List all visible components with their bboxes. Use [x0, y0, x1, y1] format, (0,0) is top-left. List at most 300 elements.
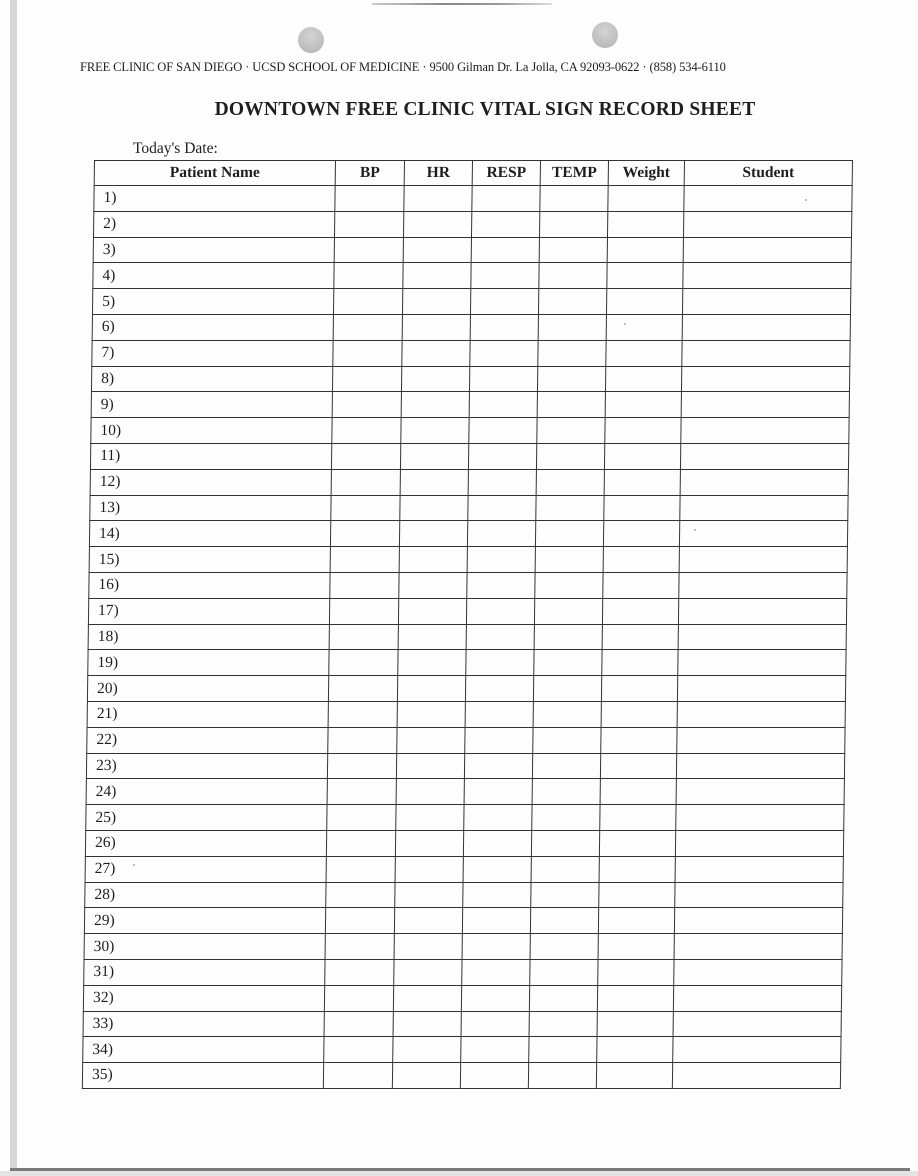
- bp-cell[interactable]: [326, 856, 395, 882]
- patient-name-cell[interactable]: 5): [92, 289, 333, 315]
- student-cell[interactable]: [677, 727, 845, 753]
- temp-cell[interactable]: [537, 366, 605, 392]
- bp-cell[interactable]: [329, 650, 398, 676]
- hr-cell[interactable]: [403, 263, 471, 289]
- bp-cell[interactable]: [328, 727, 397, 753]
- patient-name-cell[interactable]: 12): [90, 469, 331, 495]
- table-body: [82, 186, 852, 1089]
- student-cell[interactable]: [677, 676, 845, 702]
- resp-cell[interactable]: [467, 572, 535, 598]
- temp-cell[interactable]: [535, 547, 603, 573]
- patient-name-cell[interactable]: 6): [92, 314, 333, 340]
- resp-cell[interactable]: [467, 521, 535, 547]
- patient-name-cell[interactable]: 33): [83, 1011, 324, 1037]
- hr-cell[interactable]: [396, 753, 464, 779]
- student-cell[interactable]: [681, 366, 849, 392]
- clinic-address-header: FREE CLINIC OF SAN DIEGO · UCSD SCHOOL OF MEDICINE · 9500 Gilman Dr. La Jolla, CA 92093-0622 · (858) 534-6110: [80, 60, 726, 74]
- student-cell[interactable]: [681, 418, 849, 444]
- bp-cell[interactable]: [331, 443, 400, 469]
- table-row: [84, 934, 842, 960]
- patient-name-cell[interactable]: 26): [85, 830, 326, 856]
- bp-cell[interactable]: [335, 186, 404, 212]
- student-cell[interactable]: [679, 572, 847, 598]
- temp-cell[interactable]: [529, 1037, 597, 1063]
- hr-cell[interactable]: [399, 521, 467, 547]
- temp-cell[interactable]: [531, 856, 599, 882]
- resp-cell[interactable]: [471, 237, 539, 263]
- patient-name-cell[interactable]: 7): [92, 340, 333, 366]
- bp-cell[interactable]: [331, 469, 400, 495]
- table-row: [85, 882, 843, 908]
- bp-cell[interactable]: [333, 340, 402, 366]
- table-row: [88, 624, 846, 650]
- patient-name-cell[interactable]: 16): [89, 572, 330, 598]
- weight-cell[interactable]: [602, 598, 678, 624]
- weight-cell[interactable]: [602, 650, 678, 676]
- table-row: [89, 521, 847, 547]
- hr-cell[interactable]: [401, 392, 469, 418]
- hr-cell[interactable]: [399, 572, 467, 598]
- weight-cell[interactable]: [596, 1063, 672, 1089]
- temp-cell[interactable]: [538, 289, 606, 315]
- bp-cell[interactable]: [332, 392, 401, 418]
- hr-cell[interactable]: [400, 443, 468, 469]
- patient-name-cell[interactable]: 11): [90, 443, 331, 469]
- bp-cell[interactable]: [327, 779, 396, 805]
- bp-cell[interactable]: [329, 624, 398, 650]
- bp-cell[interactable]: [325, 908, 394, 934]
- table-row: [92, 314, 850, 340]
- resp-cell[interactable]: [469, 418, 537, 444]
- temp-cell[interactable]: [538, 340, 606, 366]
- table-row: [83, 1037, 841, 1063]
- table-row: [86, 779, 844, 805]
- resp-cell[interactable]: [468, 495, 536, 521]
- resp-cell[interactable]: [461, 1011, 529, 1037]
- bp-cell[interactable]: [333, 314, 402, 340]
- sheet-title: DOWNTOWN FREE CLINIC VITAL SIGN RECORD SHEET: [214, 99, 756, 120]
- resp-cell[interactable]: [461, 1037, 529, 1063]
- resp-cell[interactable]: [465, 676, 533, 702]
- resp-cell[interactable]: [471, 263, 539, 289]
- weight-cell[interactable]: [603, 547, 679, 573]
- patient-name-cell[interactable]: 14): [89, 521, 330, 547]
- student-cell[interactable]: [675, 856, 843, 882]
- weight-cell[interactable]: [604, 443, 680, 469]
- temp-cell[interactable]: [531, 830, 599, 856]
- hr-cell[interactable]: [401, 418, 469, 444]
- temp-cell[interactable]: [531, 882, 599, 908]
- student-cell[interactable]: [676, 753, 844, 779]
- punch-hole-icon: [592, 22, 618, 48]
- hr-cell[interactable]: [396, 779, 464, 805]
- temp-cell[interactable]: [533, 727, 601, 753]
- student-cell[interactable]: [674, 934, 842, 960]
- hr-cell[interactable]: [396, 805, 464, 831]
- patient-name-cell[interactable]: 2): [93, 211, 334, 237]
- scan-speck: [805, 199, 807, 201]
- temp-cell[interactable]: [539, 263, 607, 289]
- patient-name-cell[interactable]: 4): [93, 263, 334, 289]
- resp-cell[interactable]: [466, 650, 534, 676]
- bp-cell[interactable]: [324, 1037, 393, 1063]
- patient-name-cell[interactable]: 3): [93, 237, 334, 263]
- patient-name-cell[interactable]: 1): [94, 186, 335, 212]
- hr-cell[interactable]: [398, 650, 466, 676]
- table-row: [93, 263, 851, 289]
- bp-cell[interactable]: [332, 418, 401, 444]
- temp-cell[interactable]: [536, 469, 604, 495]
- weight-cell[interactable]: [602, 624, 678, 650]
- temp-cell[interactable]: [530, 934, 598, 960]
- table-row: [90, 443, 848, 469]
- patient-name-cell[interactable]: 19): [88, 650, 329, 676]
- student-cell[interactable]: [678, 624, 846, 650]
- temp-cell[interactable]: [540, 186, 608, 212]
- hr-cell[interactable]: [397, 701, 465, 727]
- weight-cell[interactable]: [600, 779, 676, 805]
- table-row: [87, 701, 845, 727]
- weight-cell[interactable]: [601, 701, 677, 727]
- column-header-temp: TEMP: [540, 161, 608, 186]
- weight-cell[interactable]: [601, 727, 677, 753]
- weight-cell[interactable]: [605, 366, 681, 392]
- punch-hole-icon: [298, 27, 324, 53]
- student-cell[interactable]: [673, 1037, 841, 1063]
- patient-name-cell[interactable]: 32): [83, 985, 324, 1011]
- student-cell[interactable]: [679, 521, 847, 547]
- column-header-student: Student: [684, 161, 852, 186]
- hr-cell[interactable]: [400, 495, 468, 521]
- weight-cell[interactable]: [605, 392, 681, 418]
- hr-cell[interactable]: [398, 624, 466, 650]
- hr-cell[interactable]: [397, 727, 465, 753]
- temp-cell[interactable]: [536, 495, 604, 521]
- student-cell[interactable]: [680, 443, 848, 469]
- resp-cell[interactable]: [469, 392, 537, 418]
- student-cell[interactable]: [675, 882, 843, 908]
- weight-cell[interactable]: [603, 521, 679, 547]
- weight-cell[interactable]: [598, 959, 674, 985]
- student-cell[interactable]: [681, 392, 849, 418]
- student-cell[interactable]: [678, 650, 846, 676]
- bp-cell[interactable]: [334, 237, 403, 263]
- table-row: [87, 727, 845, 753]
- table-row: [85, 830, 843, 856]
- patient-name-cell[interactable]: 22): [87, 727, 328, 753]
- resp-cell[interactable]: [463, 856, 531, 882]
- weight-cell[interactable]: [600, 805, 676, 831]
- weight-cell[interactable]: [606, 289, 682, 315]
- patient-name-cell[interactable]: 23): [86, 753, 327, 779]
- hr-cell[interactable]: [403, 237, 471, 263]
- hr-cell[interactable]: [399, 547, 467, 573]
- student-cell[interactable]: [675, 830, 843, 856]
- patient-name-cell[interactable]: 29): [84, 908, 325, 934]
- weight-cell[interactable]: [603, 572, 679, 598]
- bp-cell[interactable]: [332, 366, 401, 392]
- temp-cell[interactable]: [539, 211, 607, 237]
- bp-cell[interactable]: [328, 701, 397, 727]
- student-cell[interactable]: [684, 186, 852, 212]
- resp-cell[interactable]: [460, 1063, 528, 1089]
- temp-cell[interactable]: [528, 1063, 596, 1089]
- hr-cell[interactable]: [394, 959, 462, 985]
- student-cell[interactable]: [672, 1063, 840, 1089]
- resp-cell[interactable]: [466, 624, 534, 650]
- bp-cell[interactable]: [325, 959, 394, 985]
- temp-cell[interactable]: [537, 392, 605, 418]
- resp-cell[interactable]: [464, 805, 532, 831]
- patient-name-cell[interactable]: 10): [91, 418, 332, 444]
- student-cell[interactable]: [676, 779, 844, 805]
- resp-cell[interactable]: [471, 211, 539, 237]
- resp-cell[interactable]: [464, 753, 532, 779]
- table-row: [88, 598, 846, 624]
- scan-artifact-streak: [372, 3, 552, 5]
- bp-cell[interactable]: [327, 805, 396, 831]
- temp-cell[interactable]: [535, 572, 603, 598]
- table-row: [86, 805, 844, 831]
- patient-name-cell[interactable]: 35): [82, 1063, 323, 1089]
- page-left-edge-shadow: [10, 0, 17, 1170]
- weight-cell[interactable]: [598, 934, 674, 960]
- patient-name-cell[interactable]: 18): [88, 624, 329, 650]
- vital-sign-table: [82, 160, 853, 1089]
- hr-cell[interactable]: [395, 856, 463, 882]
- patient-name-cell[interactable]: 25): [86, 805, 327, 831]
- table-row: [91, 418, 849, 444]
- hr-cell[interactable]: [403, 211, 471, 237]
- patient-name-cell[interactable]: 34): [83, 1037, 324, 1063]
- bp-cell[interactable]: [326, 830, 395, 856]
- student-cell[interactable]: [682, 289, 850, 315]
- table-row: [83, 1011, 841, 1037]
- student-cell[interactable]: [680, 495, 848, 521]
- table-row: [93, 237, 851, 263]
- hr-cell[interactable]: [392, 1063, 460, 1089]
- student-cell[interactable]: [678, 598, 846, 624]
- temp-cell[interactable]: [532, 805, 600, 831]
- resp-cell[interactable]: [468, 469, 536, 495]
- student-cell[interactable]: [673, 985, 841, 1011]
- bp-cell[interactable]: [327, 753, 396, 779]
- bp-cell[interactable]: [325, 934, 394, 960]
- resp-cell[interactable]: [465, 727, 533, 753]
- weight-cell[interactable]: [606, 340, 682, 366]
- resp-cell[interactable]: [469, 366, 537, 392]
- student-cell[interactable]: [682, 314, 850, 340]
- table-row: [90, 469, 848, 495]
- bp-cell[interactable]: [334, 211, 403, 237]
- weight-cell[interactable]: [597, 985, 673, 1011]
- hr-cell[interactable]: [394, 934, 462, 960]
- weight-cell[interactable]: [607, 211, 683, 237]
- hr-cell[interactable]: [393, 985, 461, 1011]
- bp-cell[interactable]: [324, 985, 393, 1011]
- weight-cell[interactable]: [607, 263, 683, 289]
- bp-cell[interactable]: [323, 1063, 392, 1089]
- student-cell[interactable]: [679, 547, 847, 573]
- hr-cell[interactable]: [401, 366, 469, 392]
- resp-cell[interactable]: [462, 934, 530, 960]
- bp-cell[interactable]: [328, 676, 397, 702]
- weight-cell[interactable]: [605, 418, 681, 444]
- todays-date-label: Today's Date:: [133, 140, 218, 157]
- resp-cell[interactable]: [470, 314, 538, 340]
- table-row: [92, 289, 850, 315]
- temp-cell[interactable]: [529, 985, 597, 1011]
- weight-cell[interactable]: [597, 1037, 673, 1063]
- patient-name-cell[interactable]: 9): [91, 392, 332, 418]
- student-cell[interactable]: [673, 1011, 841, 1037]
- resp-cell[interactable]: [470, 289, 538, 315]
- resp-cell[interactable]: [462, 959, 530, 985]
- student-cell[interactable]: [674, 959, 842, 985]
- student-cell[interactable]: [680, 469, 848, 495]
- student-cell[interactable]: [676, 805, 844, 831]
- scan-speck: [694, 529, 696, 531]
- weight-cell[interactable]: [599, 882, 675, 908]
- resp-cell[interactable]: [467, 547, 535, 573]
- resp-cell[interactable]: [470, 340, 538, 366]
- temp-cell[interactable]: [533, 701, 601, 727]
- hr-cell[interactable]: [400, 469, 468, 495]
- column-header-weight: Weight: [608, 161, 684, 186]
- column-header-patient-name: Patient Name: [94, 161, 335, 186]
- student-cell[interactable]: [674, 908, 842, 934]
- patient-name-cell[interactable]: 28): [85, 882, 326, 908]
- patient-name-cell[interactable]: 17): [88, 598, 329, 624]
- table-row: [91, 392, 849, 418]
- weight-cell[interactable]: [604, 469, 680, 495]
- table-row: [89, 547, 847, 573]
- resp-cell[interactable]: [461, 985, 529, 1011]
- temp-cell[interactable]: [534, 624, 602, 650]
- hr-cell[interactable]: [402, 340, 470, 366]
- student-cell[interactable]: [677, 701, 845, 727]
- weight-cell[interactable]: [599, 856, 675, 882]
- table-row: [83, 985, 841, 1011]
- resp-cell[interactable]: [464, 779, 532, 805]
- scanner-background: [0, 1171, 918, 1176]
- table-row: [82, 1063, 840, 1089]
- patient-name-cell[interactable]: 31): [84, 959, 325, 985]
- hr-cell[interactable]: [393, 1037, 461, 1063]
- temp-cell[interactable]: [532, 753, 600, 779]
- hr-cell[interactable]: [395, 882, 463, 908]
- student-cell[interactable]: [682, 340, 850, 366]
- table-row: [87, 676, 845, 702]
- bp-cell[interactable]: [329, 598, 398, 624]
- resp-cell[interactable]: [463, 882, 531, 908]
- temp-cell[interactable]: [536, 443, 604, 469]
- patient-name-cell[interactable]: 8): [91, 366, 332, 392]
- hr-cell[interactable]: [397, 676, 465, 702]
- vital-sign-table-container: [82, 160, 852, 1084]
- hr-cell[interactable]: [404, 186, 472, 212]
- bp-cell[interactable]: [326, 882, 395, 908]
- resp-cell[interactable]: [462, 908, 530, 934]
- weight-cell[interactable]: [599, 830, 675, 856]
- weight-cell[interactable]: [601, 676, 677, 702]
- temp-cell[interactable]: [530, 959, 598, 985]
- hr-cell[interactable]: [402, 289, 470, 315]
- scan-speck: [133, 864, 135, 866]
- bp-cell[interactable]: [324, 1011, 393, 1037]
- weight-cell[interactable]: [598, 908, 674, 934]
- table-row: [90, 495, 848, 521]
- weight-cell[interactable]: [608, 186, 684, 212]
- table-row: [85, 856, 843, 882]
- temp-cell[interactable]: [535, 521, 603, 547]
- student-cell[interactable]: [683, 211, 851, 237]
- resp-cell[interactable]: [466, 598, 534, 624]
- patient-name-cell[interactable]: 13): [90, 495, 331, 521]
- patient-name-cell[interactable]: 30): [84, 934, 325, 960]
- patient-name-cell[interactable]: 21): [87, 701, 328, 727]
- table-row: [84, 959, 842, 985]
- bp-cell[interactable]: [330, 547, 399, 573]
- temp-cell[interactable]: [529, 1011, 597, 1037]
- weight-cell[interactable]: [597, 1011, 673, 1037]
- hr-cell[interactable]: [394, 908, 462, 934]
- table-row: [92, 340, 850, 366]
- patient-name-cell[interactable]: 24): [86, 779, 327, 805]
- column-header-hr: HR: [404, 161, 472, 186]
- temp-cell[interactable]: [537, 418, 605, 444]
- patient-name-cell[interactable]: 15): [89, 547, 330, 573]
- resp-cell[interactable]: [465, 701, 533, 727]
- bp-cell[interactable]: [333, 289, 402, 315]
- patient-name-cell[interactable]: 20): [87, 676, 328, 702]
- bp-cell[interactable]: [330, 572, 399, 598]
- table-row: [91, 366, 849, 392]
- resp-cell[interactable]: [472, 186, 540, 212]
- weight-cell[interactable]: [606, 314, 682, 340]
- resp-cell[interactable]: [468, 443, 536, 469]
- temp-cell[interactable]: [533, 676, 601, 702]
- patient-name-cell[interactable]: 27): [85, 856, 326, 882]
- temp-cell[interactable]: [534, 650, 602, 676]
- bp-cell[interactable]: [330, 521, 399, 547]
- temp-cell[interactable]: [539, 237, 607, 263]
- table-row: [94, 186, 852, 212]
- hr-cell[interactable]: [393, 1011, 461, 1037]
- temp-cell[interactable]: [532, 779, 600, 805]
- hr-cell[interactable]: [395, 830, 463, 856]
- table-header-row: [94, 161, 852, 186]
- table-row: [93, 211, 851, 237]
- temp-cell[interactable]: [538, 314, 606, 340]
- bp-cell[interactable]: [334, 263, 403, 289]
- temp-cell[interactable]: [534, 598, 602, 624]
- student-cell[interactable]: [683, 263, 851, 289]
- student-cell[interactable]: [683, 237, 851, 263]
- hr-cell[interactable]: [398, 598, 466, 624]
- weight-cell[interactable]: [600, 753, 676, 779]
- hr-cell[interactable]: [402, 314, 470, 340]
- bp-cell[interactable]: [331, 495, 400, 521]
- table-row: [89, 572, 847, 598]
- temp-cell[interactable]: [530, 908, 598, 934]
- weight-cell[interactable]: [607, 237, 683, 263]
- table-row: [88, 650, 846, 676]
- scan-speck: [624, 323, 626, 325]
- weight-cell[interactable]: [604, 495, 680, 521]
- column-header-bp: BP: [335, 161, 404, 186]
- resp-cell[interactable]: [463, 830, 531, 856]
